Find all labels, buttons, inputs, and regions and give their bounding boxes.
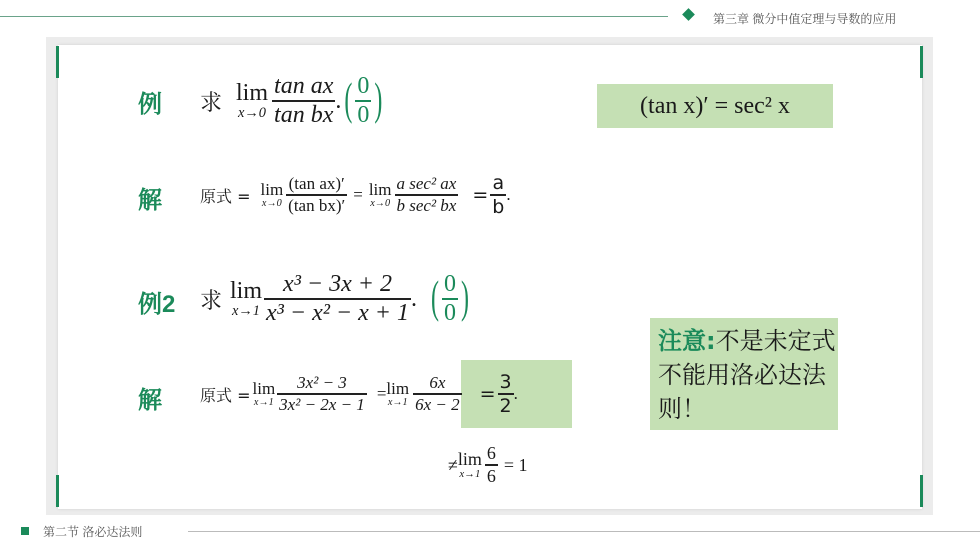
- formula-text: (tan x)′ = sec² x: [640, 92, 790, 119]
- frame-accent-top-right: [920, 46, 923, 78]
- form-numerator: 0: [443, 271, 456, 298]
- fraction-numerator: (tan ax)′: [288, 174, 345, 194]
- fraction-denominator: 3x² − 2x − 1: [279, 394, 365, 414]
- result-numerator: a: [492, 172, 505, 195]
- frame-accent-bottom-left: [56, 475, 59, 507]
- lim-word: lim: [457, 448, 482, 469]
- solution2-fraction1: [277, 373, 367, 414]
- incorrect-result: = 1: [503, 454, 528, 475]
- lim-subscript: x→1: [459, 467, 481, 480]
- frame-accent-top-left: [56, 46, 59, 78]
- fraction-denominator: 6x − 2: [415, 394, 460, 414]
- example1-fraction: [272, 73, 335, 128]
- incorrect-fraction: [485, 443, 498, 486]
- example2-lim: [230, 279, 262, 319]
- fraction-denominator: x³ − x² − x + 1: [266, 299, 409, 326]
- lim-word: lim: [252, 378, 276, 398]
- fraction-numerator: 6x: [429, 373, 446, 393]
- lim-subscript: x→1: [232, 303, 261, 320]
- footer-divider: [188, 531, 980, 532]
- note-content: [658, 324, 838, 426]
- fraction-numerator: tan ax: [274, 73, 334, 100]
- example2-label: 例2: [138, 291, 176, 318]
- lim-subscript: x→1: [253, 396, 274, 408]
- fraction-numerator: a sec² ax: [396, 174, 457, 194]
- form-denominator: 0: [357, 101, 370, 128]
- fraction-numerator: x³ − 3x + 2: [283, 271, 392, 298]
- example2-ask: 求: [200, 288, 223, 314]
- example2-expression: [200, 262, 472, 336]
- example2-fraction: [264, 271, 411, 326]
- example1-form: [355, 73, 371, 128]
- not-equal-sign: ≠: [448, 454, 458, 475]
- section-title: 第二节 洛必达法则: [43, 525, 143, 539]
- solution1-fraction1: [286, 174, 347, 215]
- equals-sign: =: [479, 383, 496, 405]
- example1-label: 例: [138, 91, 162, 118]
- example2-dot: .: [410, 285, 417, 312]
- fraction-denominator: tan bx: [274, 101, 334, 128]
- diamond-icon: [682, 8, 695, 21]
- result-denominator: b: [492, 195, 505, 218]
- result-denominator: 2: [499, 394, 512, 417]
- fraction-denominator: (tan bx)′: [288, 195, 346, 215]
- note-label: 注意:: [658, 327, 716, 355]
- lim-subscript: x→0: [370, 197, 391, 209]
- lim-word: lim: [230, 277, 263, 304]
- period: .: [506, 185, 511, 204]
- result-numerator: 3: [499, 371, 512, 394]
- example1-dot: .: [335, 87, 342, 114]
- example1-ask: 求: [200, 90, 223, 116]
- example2-form: [442, 271, 458, 326]
- example1-lim: [236, 81, 268, 121]
- fraction-numerator: 6: [486, 443, 496, 464]
- fraction-denominator: 6: [486, 465, 496, 486]
- frame-accent-bottom-right: [920, 475, 923, 507]
- solution2-lim2: lim x→1: [386, 378, 410, 408]
- fraction-numerator: 3x² − 3: [297, 373, 347, 393]
- equals-sign: =: [353, 185, 363, 204]
- period: .: [513, 384, 518, 403]
- solution1-lim2: lim x→0: [368, 179, 392, 209]
- solution1-expression: [200, 168, 511, 222]
- note-text: 不是未定式不能用洛必达法则！: [658, 327, 836, 423]
- lim-word: lim: [236, 79, 269, 106]
- header-divider: [0, 16, 668, 17]
- incorrect-limit: [448, 437, 528, 493]
- solution2-expression: [200, 366, 518, 422]
- solution1-lim: [261, 181, 284, 210]
- equals-sign: =: [376, 384, 387, 403]
- fraction-denominator: b sec² bx: [396, 195, 457, 215]
- solution2-prefix: 原式 =: [200, 385, 251, 405]
- lim-subscript: x→1: [387, 396, 408, 408]
- example1-expression: [200, 64, 385, 138]
- left-paren: (: [430, 273, 439, 323]
- form-denominator: 0: [443, 299, 456, 326]
- solution2-lim: [253, 380, 276, 409]
- lim-subscript: x→0: [261, 197, 282, 209]
- form-numerator: 0: [357, 73, 370, 100]
- solution2-label: 解: [138, 387, 162, 414]
- solution1-label: 解: [138, 187, 162, 214]
- equals-sign: =: [472, 184, 489, 206]
- solution1-prefix: 原式 =: [200, 186, 251, 206]
- solution2-fraction2: [413, 373, 462, 414]
- lim-word: lim: [260, 179, 284, 199]
- square-icon: [21, 527, 29, 535]
- left-paren: (: [344, 75, 353, 125]
- right-paren: ): [460, 273, 469, 323]
- solution1-result: [490, 172, 506, 217]
- right-paren: ): [374, 75, 383, 125]
- lim-subscript: x→0: [238, 105, 267, 122]
- solution1-fraction2: [395, 174, 459, 215]
- chapter-title: 第三章 微分中值定理与导数的应用: [713, 12, 897, 26]
- solution2-result: [498, 371, 514, 416]
- incorrect-lim: [458, 450, 482, 480]
